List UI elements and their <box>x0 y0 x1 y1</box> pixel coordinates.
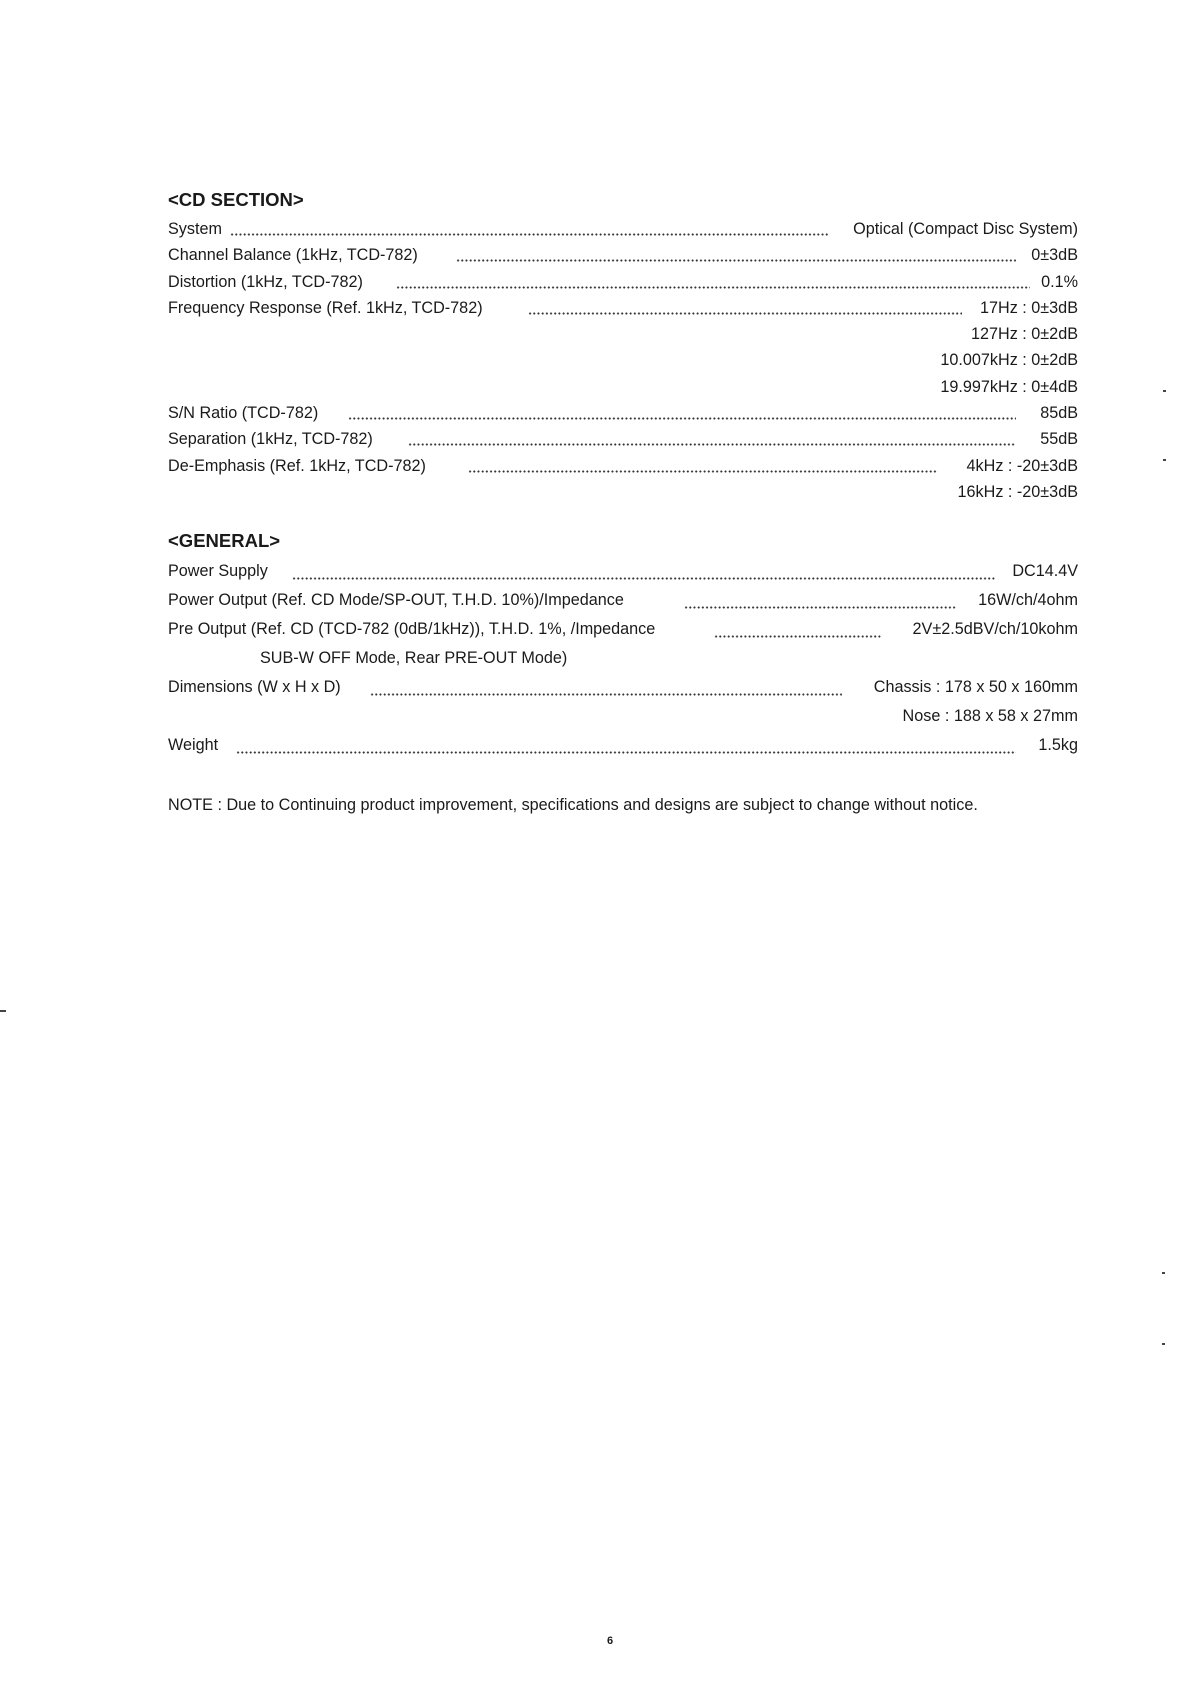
spec-row-distortion <box>168 269 1078 295</box>
spec-label: De-Emphasis (Ref. 1kHz, TCD-782) <box>168 456 426 475</box>
spec-value: Optical (Compact Disc System) <box>853 220 1078 238</box>
spec-content <box>168 186 1078 760</box>
spec-row-de-emphasis-16khz <box>168 479 1078 505</box>
dot-leader <box>528 312 962 315</box>
scan-mark <box>1163 459 1166 461</box>
spec-label: Weight <box>168 736 219 755</box>
spec-row-frequency-20khz <box>168 374 1078 400</box>
cd-spec-list <box>168 216 1078 505</box>
spec-value: 85dB <box>1040 404 1078 423</box>
dot-leader <box>236 751 1016 754</box>
spec-value: 0±3dB <box>1031 246 1078 265</box>
spec-row-frequency-response <box>168 295 1078 321</box>
dot-leader <box>348 417 1016 420</box>
spec-row-dimensions <box>168 673 1078 702</box>
spec-value: 16kHz : -20±3dB <box>957 482 1078 501</box>
dot-leader <box>370 693 842 696</box>
spec-value: Chassis : 178 x 50 x 160mm <box>873 678 1078 697</box>
spec-row-de-emphasis <box>168 453 1078 479</box>
dot-leader <box>714 635 882 638</box>
dot-leader <box>408 443 1016 446</box>
spec-row-system <box>168 216 1078 242</box>
spec-row-pre-output-modes <box>168 644 1078 673</box>
spec-row-power-supply <box>168 557 1078 586</box>
scan-mark <box>1162 1272 1165 1274</box>
spec-label: Separation (1kHz, TCD-782) <box>168 430 373 449</box>
spec-row-channel-balance <box>168 242 1078 268</box>
spec-row-frequency-10khz <box>168 347 1078 373</box>
dot-leader <box>456 259 1016 262</box>
spec-label: Power Supply <box>168 562 268 581</box>
spec-label: Channel Balance (1kHz, TCD-782) <box>168 246 418 265</box>
cd-section-title: <CD SECTION> <box>168 189 304 210</box>
spec-row-separation <box>168 426 1078 452</box>
spec-value: 19.997kHz : 0±4dB <box>940 377 1078 396</box>
spec-sublabel: SUB-W OFF Mode, Rear PRE-OUT Mode) <box>260 649 568 668</box>
scan-mark <box>1162 1343 1165 1345</box>
spec-value: 16W/ch/4ohm <box>978 591 1078 610</box>
note-text: NOTE : Due to Continuing product improvement, specifications and designs are subject to change without notice. <box>168 796 978 814</box>
spec-label: Frequency Response (Ref. 1kHz, TCD-782) <box>168 298 483 317</box>
spec-row-power-output <box>168 586 1078 615</box>
spec-value: 1.5kg <box>1038 736 1078 755</box>
spec-value: 2V±2.5dBV/ch/10kohm <box>912 620 1078 639</box>
page-number: 6 <box>607 1635 614 1647</box>
spec-label: Power Output (Ref. CD Mode/SP-OUT, T.H.D. 10%)/Impedance <box>168 591 624 610</box>
spec-value: 10.007kHz : 0±2dB <box>940 351 1078 370</box>
spec-label: Pre Output (Ref. CD (TCD-782 (0dB/1kHz)), T.H.D. 1%, /Impedance <box>168 620 656 639</box>
scan-mark <box>1163 390 1166 392</box>
spec-label: Distortion (1kHz, TCD-782) <box>168 272 363 291</box>
spec-row-pre-output <box>168 615 1078 644</box>
spec-label: Dimensions (W x H x D) <box>168 678 341 697</box>
spec-value: 55dB <box>1040 430 1078 449</box>
spec-row-weight <box>168 731 1078 760</box>
spec-value: 4kHz : -20±3dB <box>966 456 1078 475</box>
dot-leader <box>684 606 956 609</box>
spec-label: System <box>168 220 222 238</box>
dot-leader <box>292 577 996 580</box>
spec-value: 127Hz : 0±2dB <box>971 325 1078 344</box>
scan-mark <box>0 1010 6 1012</box>
spec-label: S/N Ratio (TCD-782) <box>168 404 319 423</box>
spec-value: Nose : 188 x 58 x 27mm <box>902 707 1078 726</box>
dot-leader <box>230 233 828 236</box>
spec-row-dimensions-nose <box>168 702 1078 731</box>
spec-row-sn-ratio <box>168 400 1078 426</box>
dot-leader <box>396 286 1030 289</box>
general-section-title: <GENERAL> <box>168 530 281 552</box>
spec-row-frequency-127hz <box>168 321 1078 347</box>
spec-value: DC14.4V <box>1012 562 1078 581</box>
general-spec-list <box>168 557 1078 760</box>
spec-value: 0.1% <box>1041 272 1078 291</box>
spec-value: 17Hz : 0±3dB <box>980 298 1078 317</box>
dot-leader <box>468 470 938 473</box>
